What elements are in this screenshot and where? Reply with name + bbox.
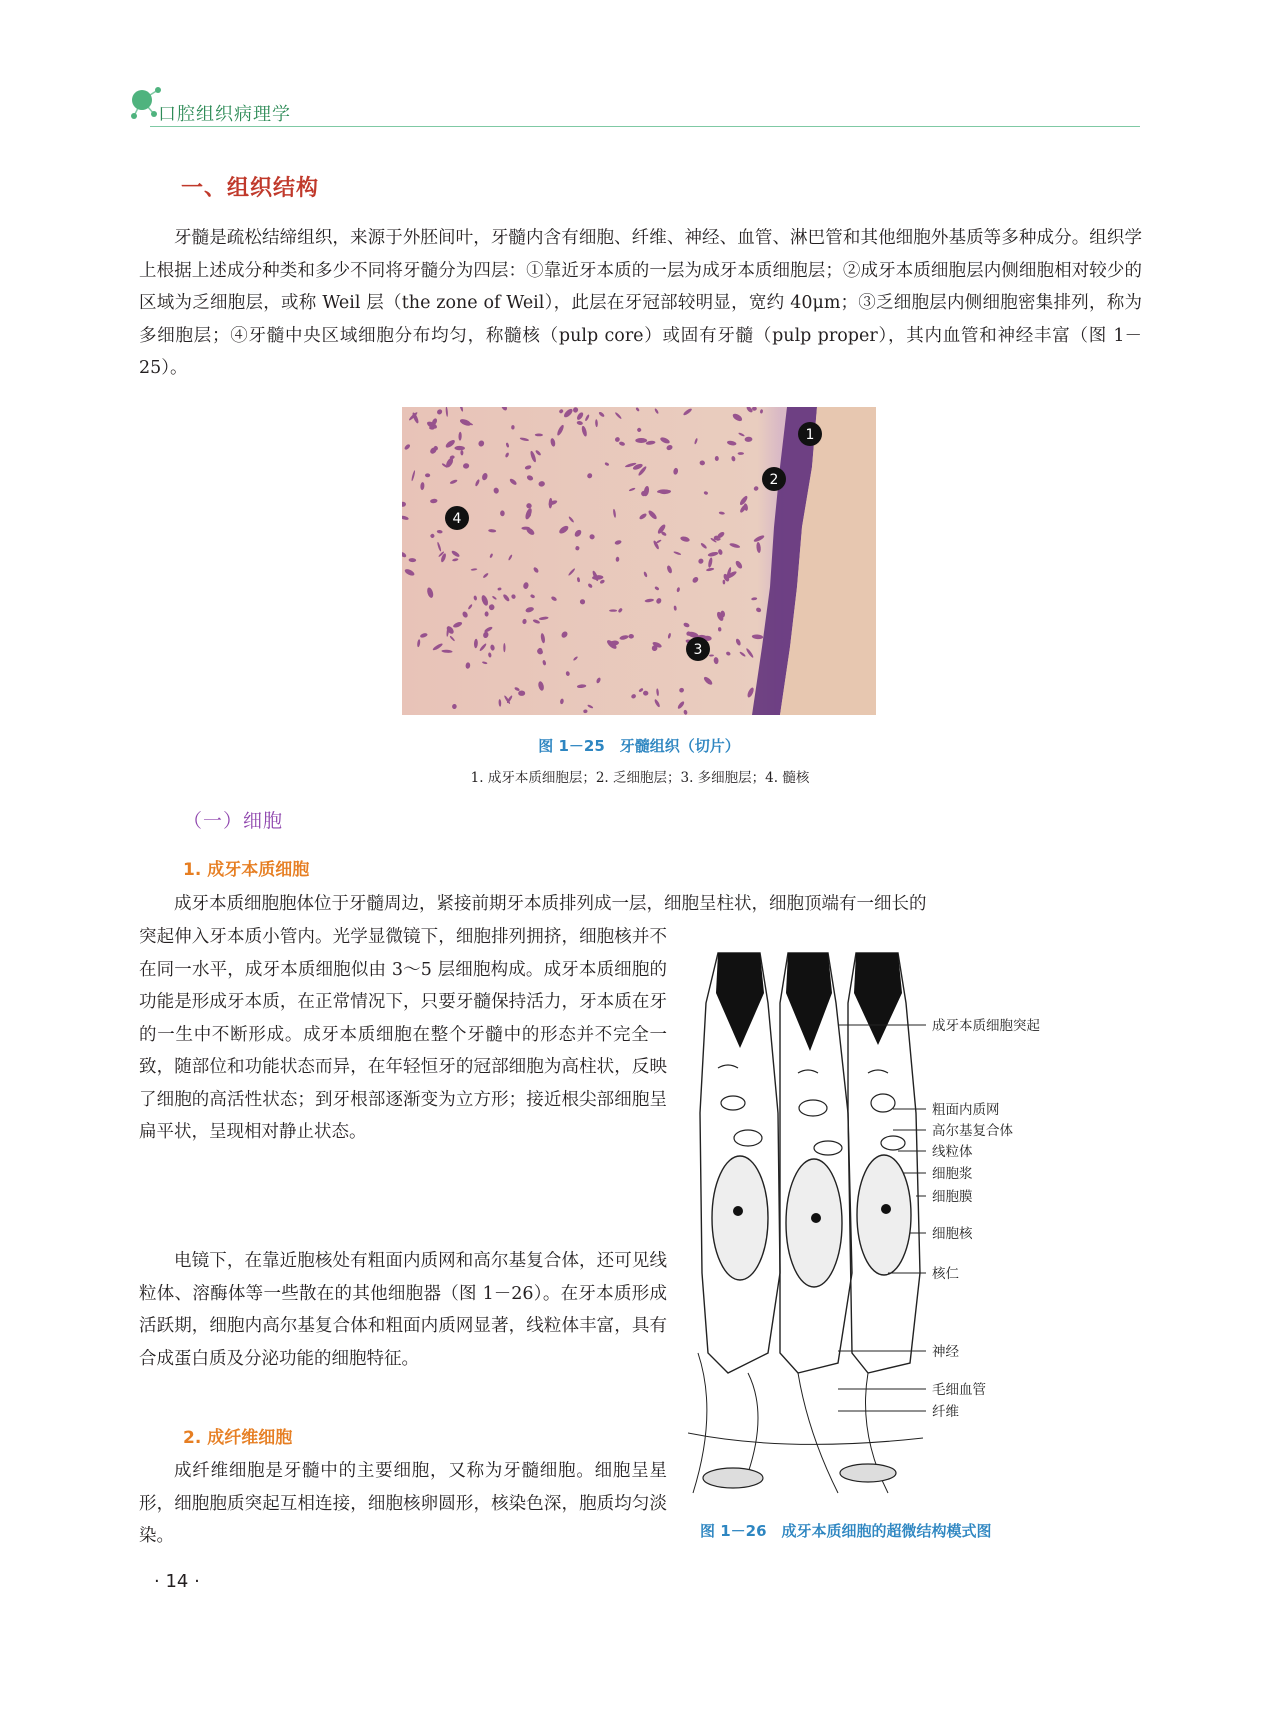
intro-paragraph — [139, 222, 1142, 385]
em-paragraph — [139, 1245, 667, 1375]
marker-1 — [798, 422, 822, 446]
odontoblast-text-1: 成牙本质细胞胞体位于牙髓周边，紧接前期牙本质排列成一层，细胞呈柱状，细胞顶端有一细长的 — [174, 894, 927, 914]
item-heading-fibroblast: 2. 成纤维细胞 — [183, 1428, 293, 1448]
subsection-heading: （一）细胞 — [183, 810, 284, 832]
svg-text:1: 1 — [805, 427, 815, 443]
svg-text:3: 3 — [693, 642, 703, 658]
cell-nucleus — [635, 438, 647, 443]
pulp-tissue-micrograph — [402, 407, 876, 715]
svg-text:2: 2 — [769, 472, 779, 488]
em-text: 电镜下，在靠近胞核处有粗面内质网和高尔基复合体，还可见线粒体、溶酶体等一些散在的其他细胞器（图 1－26）。在牙本质形成活跃期，细胞内高尔基复合体和粗面内质网显著，线粒体丰富，具有合成蛋白质及分泌功能的细胞特征。 — [139, 1251, 667, 1369]
figure-1-25-caption: 图 1－25 牙髓组织（切片） — [538, 737, 740, 755]
label-nerve: 神经 — [932, 1344, 959, 1360]
odontoblast-ultrastructure-diagram — [688, 933, 1140, 1513]
odontoblast-paragraph-full — [139, 888, 1142, 921]
label-nucleus: 细胞核 — [932, 1226, 973, 1242]
label-golgi: 高尔基复合体 — [932, 1123, 1013, 1139]
label-fiber: 纤维 — [932, 1404, 959, 1420]
odontoblast-text-2: 突起伸入牙本质小管内。光学显微镜下，细胞排列拥挤，细胞核并不在同一水平，成牙本质细胞似由 3～5 层细胞构成。成牙本质细胞的功能是形成牙本质，在正常情况下，只要牙髓保持活力，牙本质在牙的一生中不断形成。成牙本质细胞在整个牙髓中的形态并不完全一致，随部位和功能状态而异，在年轻恒牙的冠部细胞为高柱状，反映了细胞的高活性状态；到牙根部逐渐变为立方形；接近根尖部细胞呈扁平状，呈现相对静止状态。 — [139, 927, 667, 1142]
label-capillary: 毛细血管 — [932, 1382, 986, 1398]
figure-1-26-caption: 图 1－26 成牙本质细胞的超微结构模式图 — [700, 1522, 992, 1540]
label-cytoplasm: 细胞浆 — [932, 1166, 973, 1182]
item-heading-odontoblast: 1. 成牙本质细胞 — [183, 860, 310, 880]
svg-text:4: 4 — [452, 511, 462, 527]
cell-nucleus — [518, 691, 525, 696]
label-rough-er: 粗面内质网 — [932, 1102, 1000, 1118]
marker-4 — [445, 506, 469, 530]
intro-text: 牙髓是疏松结缔组织，来源于外胚间叶，牙髓内含有细胞、纤维、神经、血管、淋巴管和其他细胞外基质等多种成分。组织学上根据上述成分种类和多少不同将牙髓分为四层：①靠近牙本质的一层为成牙本质细胞层；②成牙本质细胞层内侧细胞相对较少的区域为乏细胞层，或称 Weil 层（the zone of Weil），此层在牙冠部较明显，宽约 40μm；③乏细胞层内侧细胞密集排列，称为多细胞层；④牙髓中央区域细胞分布均匀，称髓核（pulp core）或固有牙髓（pulp proper），其内血管和神经丰富（图 1－25）。 — [139, 228, 1142, 378]
label-nucleolus: 核仁 — [932, 1266, 959, 1282]
header-rule — [150, 126, 1140, 127]
label-odontoblast-process: 成牙本质细胞突起 — [932, 1018, 1040, 1034]
cell-nucleus — [503, 643, 505, 652]
cell-nucleus — [609, 609, 617, 611]
fibroblast-paragraph — [139, 1455, 667, 1553]
page-number: · 14 · — [154, 1571, 200, 1592]
figure-1-25-legend: 1. 成牙本质细胞层；2. 乏细胞层；3. 多细胞层；4. 髓核 — [470, 770, 810, 786]
odontoblast-paragraph-narrow — [139, 921, 667, 1149]
label-mitochondria: 线粒体 — [932, 1144, 973, 1160]
running-header-title: 口腔组织病理学 — [158, 104, 291, 125]
label-cell-membrane: 细胞膜 — [932, 1189, 973, 1205]
marker-2 — [762, 467, 786, 491]
section-heading: 一、组织结构 — [181, 176, 320, 201]
marker-3 — [686, 637, 710, 661]
fibroblast-text: 成纤维细胞是牙髓中的主要细胞，又称为牙髓细胞。细胞呈星形，细胞胞质突起互相连接，细胞核卵圆形，核染色深，胞质均匀淡染。 — [139, 1461, 667, 1546]
